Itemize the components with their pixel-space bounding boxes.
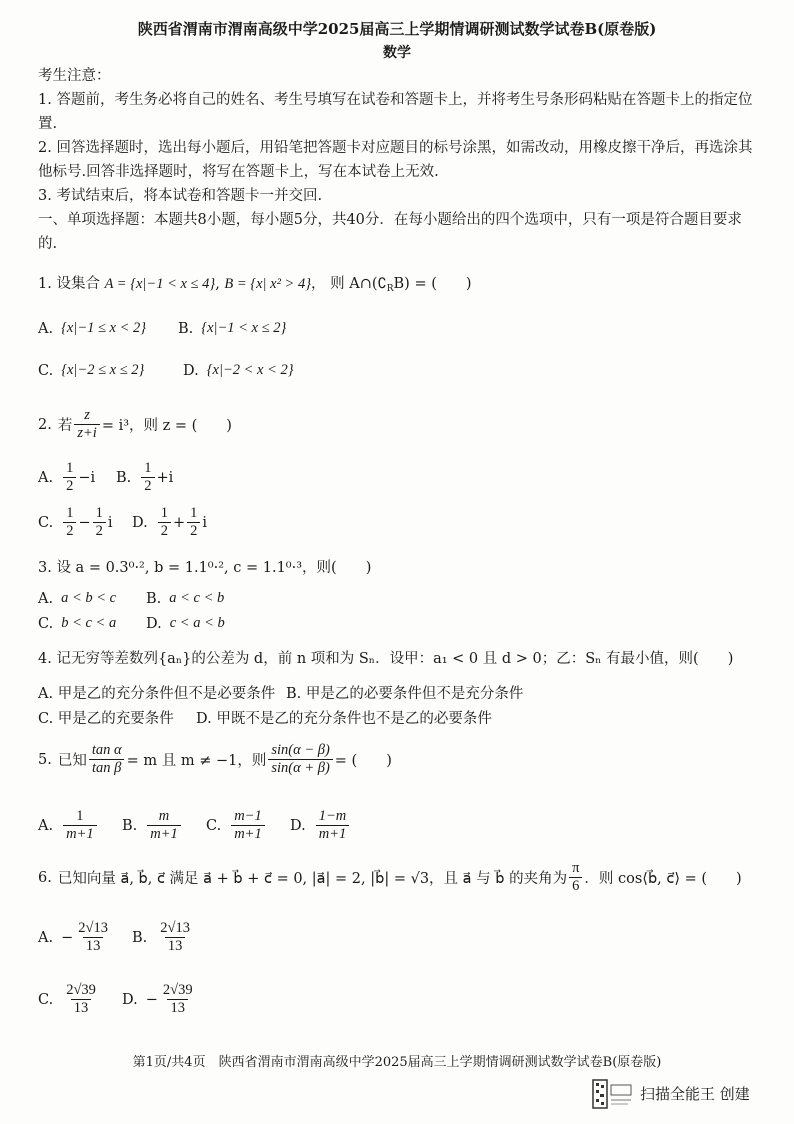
q6-option-d: D. − $\frac{2√39}{13}$ [122,982,193,1016]
section-heading: 一、单项选择题：本题共8小题，每小题5分，共40分．在每小题给出的四个选项中，只有一项是符合题目要求 [38,212,742,228]
q4-option-c: C. 甲是乙的充要条件 [38,711,174,727]
q5-tan-fraction: $\frac{\text{tan α}}{\text{tan β}}$ [89,742,125,777]
question-4: 4. 记无穷等差数列{aₙ}的公差为 d，前 n 项和为 Sₙ．设甲：a₁ < 0 且 d > 0；乙：Sₙ 有最小值，则( ) [38,651,734,667]
q5-option-c: C. $\frac{m-1}{m+1}$ [206,808,267,843]
q3-option-a: A. a < b < c [38,590,117,607]
notice-item-1: 1. 答题前，考生务必将自己的姓名、考生号填写在试卷和答题卡上，并将考生号条形码粘贴在答题卡上的指定位 [38,92,753,108]
scanner-logo-icon [592,1079,634,1109]
q1-a-label: A. [38,320,54,337]
q2-rhs: = i³，则 z = ( ) [101,418,232,434]
q1-option-a [38,320,146,337]
page-footer: 第1页/共4页 陕西省渭南市渭南高级中学2025届高三上学期情调研测试数学试卷B(原卷版) [132,1055,662,1070]
q1-ask: 则 A∩(∁ [330,276,387,292]
q1-pre: 设集合 [56,276,100,292]
q1-d-text: {x|−2 < x < 2} [206,362,294,378]
notice-item-1-cont: 置. [38,116,58,132]
q4-option-d: D. 甲既不是乙的充分条件也不是乙的必要条件 [196,711,492,727]
q1-set-a: A = {x|−1 < x ≤ 4} [104,276,216,292]
q6-text: 已知向量 a⃗, b⃗, c⃗ 满足 a⃗ + b⃗ + c⃗ = 0, |a⃗| = 2, |b⃗| = √3，且 a⃗ 与 b⃗ 的夹角为 [57,871,568,887]
notice-heading: 考生注意： [38,68,111,84]
notice-item-2: 2. 回答选择题时，选出每小题后，用铅笔把答题卡对应题目的标号涂黑，如需改动，用橡皮擦干净后，再选涂其 [38,140,753,156]
q5-option-b: B. $\frac{m}{m+1}$ [122,808,183,843]
q2-number: 2. [38,416,52,433]
notice-item-2-cont: 他标号.回答非选择题时，将写在答题卡上，写在本试卷上无效. [38,164,439,180]
q3-option-c: C. b < c < a [38,615,117,632]
q4-text: 记无穷等差数列{aₙ}的公差为 d，前 n 项和为 Sₙ．设甲：a₁ < 0 且 d > 0；乙：Sₙ 有最小值，则( ) [56,651,734,667]
q1-option-d [183,362,294,379]
q2-a-half: $\frac{1}{2}$ [63,460,76,495]
q1-set-b: B = {x| x² > 4} [224,276,312,292]
q1-ask-end: B) = ( ) [393,276,472,292]
q5-option-d: D. $\frac{1-m}{m+1}$ [290,808,351,843]
q1-b-text: {x|−1 < x ≤ 2} [201,320,287,336]
q2-fraction: $\frac{z}{z+i}$ [74,407,99,442]
q3-option-d: D. c < a < b [146,615,225,632]
q1-b-label: B. [178,320,194,337]
q3-text: 设 a = 0.3⁰·², b = 1.1⁰·², c = 1.1⁰·³，则( ) [56,560,372,576]
question-3: 3. 设 a = 0.3⁰·², b = 1.1⁰·², c = 1.1⁰·³，则( ) [38,560,372,576]
q2-option-a: A. $\frac{1}{2}$ −i [38,460,96,494]
q1-ask-sub: R [386,284,394,294]
q6-pi-fraction: $\frac{\pi}{6}$ [569,860,582,895]
question-6: 6. 已知向量 a⃗, b⃗, c⃗ 满足 a⃗ + b⃗ + c⃗ = 0, |a⃗| = 2, |b⃗| = √3，且 a⃗ 与 b⃗ 的夹角为 $\frac{\pi}{6}$ ．则 cos⟨b⃗, c⃗⟩ = ( ) [38,860,742,894]
q6-option-a: A. − $\frac{2√13}{13}$ [38,920,108,954]
subject-title: 数学 [383,45,411,61]
q3-option-b: B. a < c < b [146,590,225,607]
q2-pre: 若 [57,418,73,434]
q1-d-label: D. [183,362,199,379]
q2-option-b: B. $\frac{1}{2}$ +i [116,460,174,494]
q1-option-b [178,320,286,337]
question-2 [38,407,232,442]
scanner-watermark: 扫描全能王 创建 [640,1085,750,1103]
q2-b-half: $\frac{1}{2}$ [141,460,154,495]
question-5: 5. 已知 $\frac{\text{tan α}}{\text{tan β}}$ = m 且 m ≠ −1，则 $\frac{\sin(\alpha - \beta)}{\sin(\alpha + \beta)}$ = ( ) [38,742,392,776]
question-1: 1. 设集合 A = {x|−1 < x ≤ 4}, B = {x| x² > 4}， 则 $A\cap(∁_RB)$ = ( ) [38,276,472,294]
q1-c-text: {x|−2 ≤ x ≤ 2} [61,362,145,378]
q1-option-c [38,362,144,379]
notice-item-3: 3. 考试结束后，将本试卷和答题卡一并交回. [38,188,323,204]
q2-option-c: C. $\frac{1}{2}$ − $\frac{1}{2}$ i [38,505,113,539]
q4-option-a: A. 甲是乙的充分条件但不是必要条件 [38,686,276,702]
q6-option-b: B. $\frac{2√13}{13}$ [132,920,190,954]
q1-c-label: C. [38,362,54,379]
q4-option-b: B. 甲是乙的必要条件但不是充分条件 [286,686,524,702]
q2-option-d: D. $\frac{1}{2}$ + $\frac{1}{2}$ i [132,505,208,539]
q1-a-text: {x|−1 ≤ x < 2} [61,320,147,336]
q1-number: 1. [38,276,52,292]
q5-option-a: A. $\frac{1}{m+1}$ [38,808,99,843]
section-heading-cont: 的. [38,236,58,252]
q6-option-c: C. $\frac{2√39}{13}$ [38,982,96,1016]
exam-title: 陕西省渭南市渭南高级中学2025届高三上学期情调研测试数学试卷B(原卷版) [137,20,657,38]
q5-sin-fraction: $\frac{\sin(\alpha - \beta)}{\sin(\alpha + \beta)}$ [268,742,332,777]
